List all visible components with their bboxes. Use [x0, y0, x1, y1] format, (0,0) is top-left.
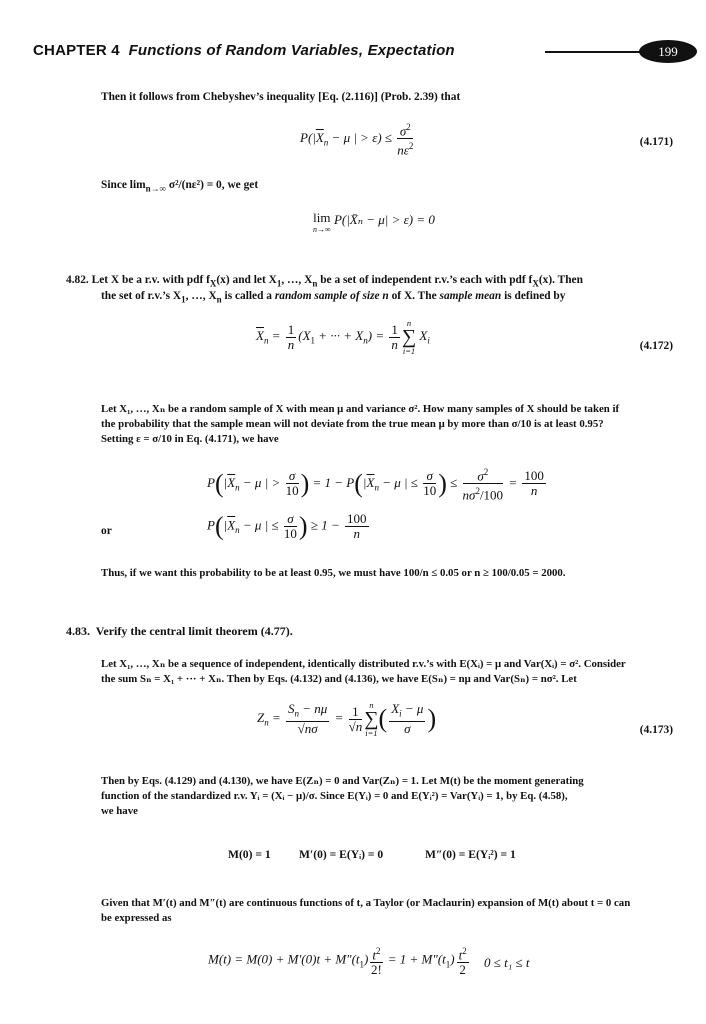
or-label: or: [101, 525, 112, 537]
taylor-range: 0 ≤ t₁ ≤ t: [484, 955, 530, 970]
paragraph-mgf-l3: we have: [101, 805, 138, 817]
problem-4-82: 4.82. Let X be a r.v. with pdf $f_X(x)$ and let $X_1$, …, $X_n$ be a set of independent r.v.’s each with pdf $f_X(x)$. Then: [66, 274, 583, 289]
paragraph-taylor-l1: Given that M′(t) and M″(t) are continuous functions of t, a Taylor (or Maclaurin) expansion of M(t) about t = 0 can: [101, 897, 631, 909]
problem-4-82-number: 4.82.: [66, 274, 89, 286]
page-header: [33, 40, 678, 66]
limit-expression: P(|X̄ₙ − μ| > ε) = 0: [333, 212, 435, 227]
chapter-heading: [33, 42, 455, 59]
chapter-title: Functions of Random Variables, Expectation: [128, 42, 455, 59]
paragraph-chebyshev: Then it follows from Chebyshev’s inequality [Eq. (2.116)] (Prob. 2.39) that: [101, 91, 461, 103]
problem-4-83-number: 4.83.: [66, 624, 90, 638]
equation-limit: [313, 212, 435, 236]
equation-taylor: $M(t) = M(0) + M'(0)t + M''(t_1)$ $\frac{t^2}{2!}$ = $1 + M''(t_1)$ $\frac{t^2}{2}$: [208, 946, 467, 978]
paragraph-mgf-l2: function of the standardized r.v. Yᵢ = (Xᵢ − μ)/σ. Since E(Yᵢ) = 0 and E(Yᵢ²) = Var(Yᵢ) = 1, by Eq. (4.58),: [101, 790, 568, 802]
lim-word: lim: [313, 210, 331, 225]
page-number: 199: [639, 40, 697, 63]
moment-m1: M′(0) = E(Yᵢ) = 0: [299, 848, 384, 861]
equation-label-4-173: (4.173): [639, 724, 673, 736]
problem-4-83: [66, 624, 293, 639]
paragraph-conclusion: Thus, if we want this probability to be at least 0.95, we must have 100/n ≤ 0.05 or n ≥ 100/0.05 = 2000.: [101, 567, 566, 579]
equation-inequality-2: $P(|\overline{X}_n - \mu$ | ≤ $\frac{\sigma}{10}$ ) ≥ 1 − $\frac{100}{n}$: [207, 511, 367, 541]
problem-4-83-text: Verify the central limit theorem (4.77).: [95, 624, 293, 638]
moment-m2: M″(0) = E(Yᵢ²) = 1: [425, 848, 516, 861]
lim-subscript: n→∞: [145, 183, 167, 194]
paragraph-clt-l2: the sum Sₙ = X₁ + ··· + Xₙ. Then by Eqs. (4.132) and (4.136), we have E(Sₙ) = nμ and Var(Sₙ) = nσ². Let: [101, 673, 577, 685]
lim-text: Since lim: [101, 179, 146, 191]
equation-inequality-1: $P(|\overline{X}_n - \mu$ | > $\frac{\sigma}{10}$ ) = $1 - P(|\overline{X}_n - \mu$ | ≤ $\frac{\sigma}{10}$ ) ≤ $\frac{\sigma^2}{n\sigma^2/100}$ = $\frac{100}{n}$: [207, 467, 544, 503]
header-rule: [545, 51, 645, 53]
paragraph-question-l3: Setting ε = σ/10 in Eq. (4.171), we have: [101, 433, 279, 445]
equation-label-4-172: (4.172): [639, 340, 673, 352]
lim-arrow: n→∞: [313, 225, 331, 234]
paragraph-question-l1: Let X₁, …, Xₙ be a random sample of X with mean μ and variance σ². How many samples of X should be taken if: [101, 403, 620, 415]
equation-label-4-171: (4.171): [639, 136, 673, 148]
equation-4-172: $\overline{X}_n$ = $\frac{1}{n}$ ($X_1$ + ··· + $X_n$) = $\frac{1}{n}$ n ∑ i=1 $X_i$: [256, 318, 430, 356]
paragraph-taylor-l2: be expressed as: [101, 912, 172, 924]
paragraph-clt-l1: Let X₁, …, Xₙ be a sequence of independent, identically distributed r.v.’s with E(Xᵢ) = μ and Var(Xᵢ) = σ². Consider: [101, 658, 626, 670]
lim-rest: σ²/(nε²) = 0, we get: [166, 179, 259, 191]
paragraph-question-l2: the probability that the sample mean will not deviate from the true mean μ by more than σ/10 is at least 0.95?: [101, 418, 604, 430]
chapter-number: CHAPTER 4: [33, 42, 120, 59]
paragraph-limit: [101, 178, 258, 196]
equation-4-173: $Z_n$ = $\frac{S_n - n\mu}{√n\sigma}$ = $\frac{1}{√n}$ n ∑ i=1 ( $\frac{X_i - \mu}{\sigma}$ ): [257, 700, 437, 738]
paragraph-mgf-l1: Then by Eqs. (4.129) and (4.130), we have E(Zₙ) = 0 and Var(Zₙ) = 1. Let M(t) be the moment generating: [101, 775, 584, 787]
equation-4-171: $P(|\overline{X}_n - \mu$ | > ε) ≤ $\frac{\sigma^2}{n\varepsilon^2}$: [300, 122, 414, 158]
moment-m0: M(0) = 1: [228, 848, 271, 861]
problem-4-82-line2: the set of r.v.’s $X_1$, …, $X_n$ is called a random sample of size n of X. The sample mean is defined by: [101, 290, 566, 305]
